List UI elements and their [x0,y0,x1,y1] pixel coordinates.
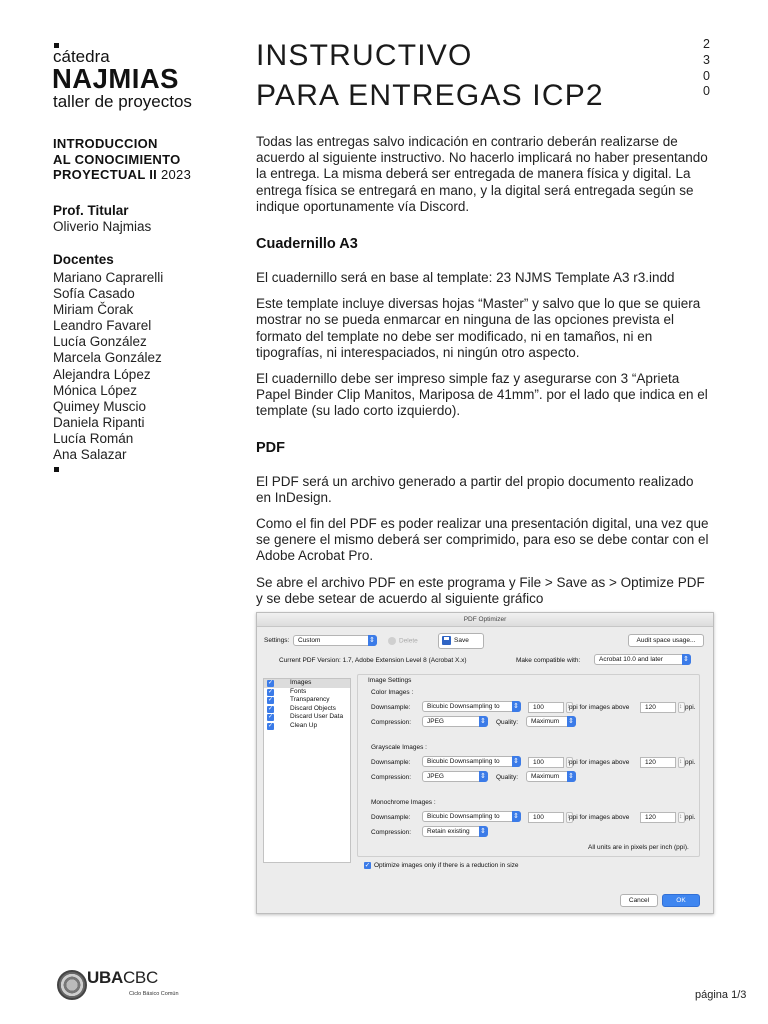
section-title-cuadernillo: Cuadernillo A3 [256,236,358,253]
downsample-label: Downsample: [371,814,411,821]
ppi-unit: ppi. [685,704,696,711]
checkbox-checked-icon[interactable]: ✓ [267,697,274,704]
intro-paragraph: Todas las entregas salvo indicación en contrario deberán realizarse de acuerdo al siguiente instructivo. No hacerlo implicará no haber presentando la entrega. La misma deberá ser entregada de manera física y digital. La entrega física se entregará en mano, y la digital será entregada según se indique oportunamente vía Discord. [256,134,708,214]
logo-catedra: cátedra [53,47,110,66]
section-title-pdf: PDF [256,439,285,456]
ok-button[interactable]: OK [662,894,700,907]
checkbox-checked-icon[interactable]: ✓ [267,688,274,695]
compat-label: Make compatible with: [516,657,581,664]
downsample-select-gray[interactable]: Bicubic Downsampling to ⇕ [422,756,521,767]
professor-name: Oliverio Najmias [53,219,152,234]
docente-name: Leandro Favarel [53,318,152,334]
above-stepper[interactable] [678,757,685,768]
checkbox-checked-icon[interactable]: ✓ [267,722,274,729]
docente-name: Lucía González [53,334,147,350]
checkbox-checked-icon[interactable]: ✓ [267,705,274,712]
current-version: Current PDF Version: 1.7, Adobe Extension Level 8 (Acrobat X.x) [279,657,467,664]
chevron-updown-icon [368,635,377,646]
settings-select[interactable]: Custom ⇕ [293,635,377,646]
save-icon [442,636,451,645]
docente-name: Quimey Muscio [53,398,147,414]
above-stepper[interactable] [678,812,685,823]
ppi-input-gray[interactable]: 100 [528,757,564,768]
ppi-input-mono[interactable]: 100 [528,812,564,823]
optimizer-sidebar [263,678,351,863]
docente-name: Marcela González [53,350,162,366]
paragraph: Como el fin del PDF es poder realizar una presentación digital, una vez que se genere el mismo deberá ser comprimido, para eso se debe contar con el Adobe Acrobat Pro. [256,516,709,564]
ppi-unit: ppi. [685,814,696,821]
uba-seal-logo [57,970,87,1000]
sidebar-item-discard-objects[interactable]: ✓ Discard Objects [267,704,336,712]
above-input-gray[interactable]: 120 [640,757,676,768]
docente-name: Miriam Čorak [53,302,134,318]
checkbox-checked-icon[interactable]: ✓ [267,680,274,686]
sidebar-item-transparency[interactable]: ✓ Transparency [267,696,330,704]
grayscale-images-header: Grayscale Images : [371,744,427,751]
downsample-label: Downsample: [371,759,411,766]
docente-name: Lucía Román [53,430,134,446]
docentes-label: Docentes [53,252,114,267]
monochrome-images-header: Monochrome Images : [371,799,436,806]
quality-label: Quality: [496,719,519,726]
paragraph: El cuadernillo será en base al template: 23 NJMS Template A3 r3.indd [256,270,675,286]
settings-label: Settings: [264,637,290,644]
docente-name: Ana Salazar [53,447,127,463]
paragraph: El PDF será un archivo generado a partir del propio documento realizado en InDesign. [256,473,694,505]
delete-button[interactable]: Delete [388,637,418,645]
above-input-color[interactable]: 120 [640,702,676,713]
compression-select-color[interactable]: JPEG ⇕ [422,716,488,727]
docente-name: Mariano Caprarelli [53,270,164,285]
color-images-header: Color Images : [371,689,414,696]
list-end-dot [54,467,59,472]
chevron-updown-icon [682,654,691,665]
optimize-checkbox[interactable]: ✓ [364,862,371,869]
pdf-optimizer-dialog [256,612,714,914]
course-name: INTRODUCCION AL CONOCIMIENTO PROYECTUAL II 2023 [53,136,192,182]
chevron-updown-icon [512,756,521,767]
downsample-select-mono[interactable]: Bicubic Downsampling to ⇕ [422,811,521,822]
compression-label: Compression: [371,774,412,781]
docente-name: Alejandra López [53,366,151,382]
above-stepper[interactable] [678,702,685,713]
optimize-label: Optimize images only if there is a reduction in size [374,862,519,869]
sidebar-item-fonts[interactable]: ✓ Fonts [267,687,307,695]
sidebar-item-discard-user-data[interactable]: ✓ Discard User Data [267,713,344,721]
image-settings-title: Image Settings [368,677,412,684]
logo-najmias: NAJMIAS [52,63,179,94]
units-note: All units are in pixels per inch (ppi). [588,844,689,851]
docente-name: Daniela Ripanti [53,414,145,430]
main-content [256,134,712,607]
save-button[interactable]: Save [438,633,484,649]
chevron-updown-icon [512,811,521,822]
page-number: página 1/3 [695,989,747,1001]
chevron-updown-icon [479,826,488,837]
sidebar-item-clean-up[interactable]: ✓ Clean Up [267,721,318,729]
docentes-list [53,270,163,463]
chevron-updown-icon [567,771,576,782]
downsample-select-color[interactable]: Bicubic Downsampling to ⇕ [422,701,521,712]
docente-name: Sofía Casado [53,286,135,302]
ppi-unit: ppi. [685,759,696,766]
logo-taller: taller de proyectos [53,92,192,111]
delete-icon [388,637,396,645]
uba-subtitle: Ciclo Básico Común [129,991,179,997]
paragraph: Se abre el archivo PDF en este programa y File > Save as > Optimize PDF y se debe setear de acuerdo al siguiente gráfico [256,574,705,606]
above-input-mono[interactable]: 120 [640,812,676,823]
chevron-updown-icon [479,771,488,782]
dialog-title: PDF Optimizer [257,613,713,627]
downsample-label: Downsample: [371,704,411,711]
checkbox-checked-icon[interactable]: ✓ [267,714,274,721]
uba-cbc-logo: UBACBC [87,968,158,987]
chevron-updown-icon [479,716,488,727]
chevron-updown-icon [512,701,521,712]
chevron-updown-icon [567,716,576,727]
compression-label: Compression: [371,719,412,726]
ppi-label: ppi for images above [569,814,630,821]
quality-label: Quality: [496,774,519,781]
docente-name: Mónica López [53,382,138,398]
compression-label: Compression: [371,829,412,836]
professor-label: Prof. Titular [53,203,129,218]
ppi-label: ppi for images above [569,759,630,766]
audit-button[interactable]: Audit space usage... [628,634,704,647]
sidebar-item-images[interactable]: ✓ Images [264,679,350,688]
quality-select-gray[interactable]: Maximum ⇕ [526,771,576,782]
ppi-label: ppi for images above [569,704,630,711]
paragraph: El cuadernillo debe ser impreso simple faz y asegurarse con 3 “Aprieta Papel Binder Clip Manitos, Mariposa de 41mm”. por el lado que indica en el template (su lado corto izquierdo). [256,371,708,419]
compat-select[interactable]: Acrobat 10.0 and later ⇕ [594,654,691,665]
quality-select-color[interactable]: Maximum ⇕ [526,716,576,727]
year-vertical: 2 3 0 0 [703,37,710,99]
compression-select-mono[interactable]: Retain existing ⇕ [422,826,488,837]
compression-select-gray[interactable]: JPEG ⇕ [422,771,488,782]
page-title: INSTRUCTIVO PARA ENTREGAS ICP2 [256,39,604,112]
cancel-button[interactable]: Cancel [620,894,658,907]
paragraph: Este template incluye diversas hojas “Master” y salvo que lo que se quiera mostrar no se pueda enmarcar en ninguna de las opciones prevista el formato del template no debe ser modificado, ni en tamaños, ni en tipografías, ni interespaciados, ni ningún otro aspecto. [256,296,701,360]
ppi-input-color[interactable]: 100 [528,702,564,713]
